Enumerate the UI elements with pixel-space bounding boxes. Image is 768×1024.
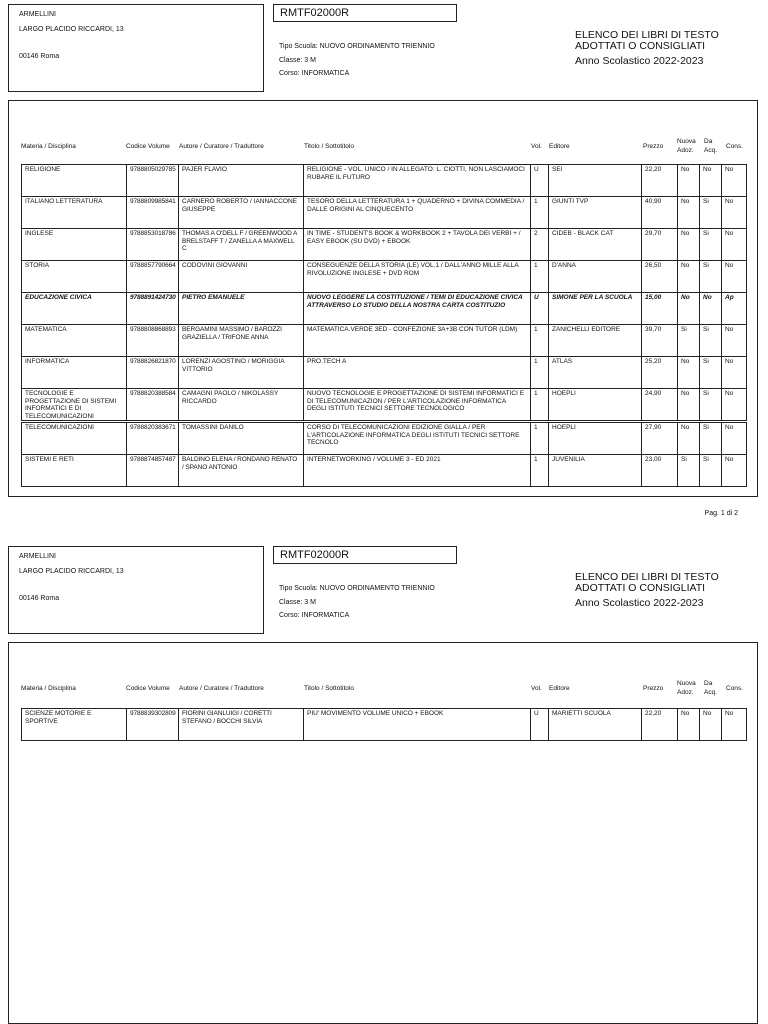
- cell-titolo: NUOVO LEGGERE LA COSTITUZIONE / TEMI DI EDUCAZIONE CIVICA ATTRAVERSO LO STUDIO DELLA NOSTRA CARTA COSTITUZIO: [303, 292, 531, 325]
- cell-cons: Ap: [721, 292, 747, 325]
- cell-codice: 9788853018786: [126, 228, 179, 261]
- cell-prezzo: 25,20: [641, 356, 678, 389]
- header-da: Da: [704, 138, 713, 145]
- cell-da: Si: [699, 324, 722, 357]
- school-city: 00146 Roma: [19, 53, 60, 60]
- cell-autore: LORENZI AGOSTINO / MORIGGIA VITTORIO: [178, 356, 304, 389]
- class-label: Classe: 3 M: [279, 57, 316, 64]
- header-adoz: Adoz.: [677, 147, 694, 154]
- cell-materia: ITALIANO LETTERATURA: [21, 196, 127, 229]
- cell-vol: 1: [530, 356, 549, 389]
- cell-cons: No: [721, 260, 747, 293]
- cell-prezzo: 24,90: [641, 388, 678, 421]
- cell-vol: 1: [530, 260, 549, 293]
- header-da: Da: [704, 680, 713, 687]
- cell-cons: No: [721, 164, 747, 197]
- cell-titolo: PRO.TECH A: [303, 356, 531, 389]
- cell-titolo: CONSEGUENZE DELLA STORIA (LE) VOL.1 / DALL'ANNO MILLE ALLA RIVOLUZIONE INGLESE + DVD ROM: [303, 260, 531, 293]
- header-materia: Materia / Disciplina: [21, 685, 76, 692]
- cell-materia: MATEMATICA: [21, 324, 127, 357]
- cell-materia: TELECOMUNICAZIONI: [21, 422, 127, 455]
- cell-autore: FIORINI GIANLUIGI / CORETTI STEFANO / BOCCHI SILVIA: [178, 708, 304, 741]
- header-titolo: Titolo / Sottotitolo: [304, 143, 354, 150]
- cell-nuova: No: [677, 164, 700, 197]
- cell-nuova: No: [677, 422, 700, 455]
- cell-da: Si: [699, 228, 722, 261]
- cell-editore: HOEPLI: [548, 388, 642, 421]
- cell-vol: U: [530, 708, 549, 741]
- cell-autore: CAMAGNI PAOLO / NIKOLASSY RICCARDO: [178, 388, 304, 421]
- school-address: LARGO PLACIDO RICCARDI, 13: [19, 568, 124, 575]
- cell-prezzo: 27,90: [641, 422, 678, 455]
- header-materia: Materia / Disciplina: [21, 143, 76, 150]
- cell-codice: 9788820388584: [126, 388, 179, 421]
- cell-editore: HOEPLI: [548, 422, 642, 455]
- cell-materia: INGLESE: [21, 228, 127, 261]
- cell-titolo: MATEMATICA.VERDE 3ED - CONFEZIONE 3A+3B CON TUTOR (LDM): [303, 324, 531, 357]
- school-info-box: [8, 546, 264, 634]
- cell-materia: RELIGIONE: [21, 164, 127, 197]
- cell-vol: U: [530, 292, 549, 325]
- school-type: Tipo Scuola: NUOVO ORDINAMENTO TRIENNIO: [279, 43, 435, 50]
- cell-cons: No: [721, 388, 747, 421]
- cell-prezzo: 29,70: [641, 228, 678, 261]
- cell-da: No: [699, 708, 722, 741]
- cell-nuova: No: [677, 196, 700, 229]
- header-editore: Editore: [549, 685, 570, 692]
- cell-autore: BERGAMINI MASSIMO / BAROZZI GRAZIELLA / TRIFONE ANNA: [178, 324, 304, 357]
- cell-vol: 1: [530, 422, 549, 455]
- cell-editore: JUVENILIA: [548, 454, 642, 487]
- cell-codice: 9788826821870: [126, 356, 179, 389]
- school-name: ARMELLINI: [19, 553, 56, 560]
- header-codice: Codice Volume: [126, 143, 170, 150]
- cell-editore: SIMONE PER LA SCUOLA: [548, 292, 642, 325]
- course-label: Corso: INFORMATICA: [279, 70, 350, 77]
- school-address: LARGO PLACIDO RICCARDI, 13: [19, 26, 124, 33]
- cell-autore: BALDINO ELENA / RONDANO RENATO / SPANO ANTONIO: [178, 454, 304, 487]
- cell-autore: PAJER FLAVIO: [178, 164, 304, 197]
- cell-cons: No: [721, 196, 747, 229]
- header-autore: Autore / Curatore / Traduttore: [179, 143, 264, 150]
- cell-nuova: Si: [677, 454, 700, 487]
- cell-da: No: [699, 164, 722, 197]
- cell-vol: 1: [530, 454, 549, 487]
- school-year: Anno Scolastico 2022-2023: [575, 55, 704, 67]
- header-editore: Editore: [549, 143, 570, 150]
- cell-autore: THOMAS A O'DELL F / GREENWOOD A BRELSTAFF T / ZANELLA A MAXWELL C: [178, 228, 304, 261]
- cell-codice: 9788857790664: [126, 260, 179, 293]
- cell-editore: GIUNTI TVP: [548, 196, 642, 229]
- cell-prezzo: 15,00: [641, 292, 678, 325]
- header-adoz: Adoz.: [677, 689, 694, 696]
- cell-da: Si: [699, 196, 722, 229]
- cell-titolo: INTERNETWORKING / VOLUME 3 - ED 2021: [303, 454, 531, 487]
- cell-da: Si: [699, 356, 722, 389]
- title-line-1: ELENCO DEI LIBRI DI TESTO: [575, 29, 719, 41]
- cell-nuova: Si: [677, 324, 700, 357]
- school-code-box: RMTF02000R: [273, 546, 457, 564]
- cell-vol: U: [530, 164, 549, 197]
- header-cons: Cons.: [726, 143, 743, 150]
- cell-prezzo: 39,70: [641, 324, 678, 357]
- header-acq: Acq.: [704, 147, 718, 154]
- cell-editore: ATLAS: [548, 356, 642, 389]
- cell-materia: SISTEMI E RETI: [21, 454, 127, 487]
- cell-autore: CODOVINI GIOVANNI: [178, 260, 304, 293]
- course-label: Corso: INFORMATICA: [279, 612, 350, 619]
- cell-nuova: No: [677, 708, 700, 741]
- cell-cons: No: [721, 228, 747, 261]
- cell-editore: D'ANNA: [548, 260, 642, 293]
- cell-materia: SCIENZE MOTORIE E SPORTIVE: [21, 708, 127, 741]
- cell-titolo: CORSO DI TELECOMUNICAZIONI EDIZIONE GIALLA / PER L'ARTICOLAZIONE INFORMATICA DEGLI ISTITUTI TECNICI SETTORE TECNOLO: [303, 422, 531, 455]
- page-number: Pag. 1 di 2: [704, 510, 738, 517]
- cell-titolo: NUOVO TECNOLOGIE E PROGETTAZIONE DI SISTEMI INFORMATICI E DI TELECOMUNICAZION / PER L'ARTICOLAZIONE INFORMATICA DEGLI ISTITUTI TECNICI SETTORE TECNOLOGICO: [303, 388, 531, 421]
- cell-materia: STORIA: [21, 260, 127, 293]
- school-year: Anno Scolastico 2022-2023: [575, 597, 704, 609]
- header-vol: Vol.: [531, 143, 542, 150]
- title-line-1: ELENCO DEI LIBRI DI TESTO: [575, 571, 719, 583]
- cell-codice: 9788809985841: [126, 196, 179, 229]
- cell-cons: No: [721, 324, 747, 357]
- cell-codice: 9788820383671: [126, 422, 179, 455]
- cell-editore: SEI: [548, 164, 642, 197]
- cell-da: Si: [699, 454, 722, 487]
- cell-materia: TECNOLOGIE E PROGETTAZIONE DI SISTEMI INFORMATICI E DI TELECOMUNICAZIONI: [21, 388, 127, 421]
- cell-prezzo: 23,00: [641, 454, 678, 487]
- cell-autore: CARNERO ROBERTO / IANNACCONE GIUSEPPE: [178, 196, 304, 229]
- cell-titolo: RELIGIONE - VOL. UNICO / IN ALLEGATO: L. CIOTTI, NON LASCIAMOCI RUBARE IL FUTURO: [303, 164, 531, 197]
- school-info-box: [8, 4, 264, 92]
- cell-titolo: PIU' MOVIMENTO VOLUME UNICO + EBOOK: [303, 708, 531, 741]
- header-nuova: Nuova: [677, 138, 696, 145]
- cell-vol: 1: [530, 388, 549, 421]
- cell-da: No: [699, 292, 722, 325]
- cell-prezzo: 22,20: [641, 708, 678, 741]
- cell-prezzo: 26,50: [641, 260, 678, 293]
- cell-vol: 2: [530, 228, 549, 261]
- header-prezzo: Prezzo: [643, 685, 664, 692]
- cell-codice: 9788874857487: [126, 454, 179, 487]
- cell-nuova: No: [677, 388, 700, 421]
- cell-nuova: No: [677, 260, 700, 293]
- cell-nuova: No: [677, 292, 700, 325]
- header-vol: Vol.: [531, 685, 542, 692]
- header-codice: Codice Volume: [126, 685, 170, 692]
- header-prezzo: Prezzo: [643, 143, 664, 150]
- cell-nuova: No: [677, 228, 700, 261]
- cell-titolo: TESORO DELLA LETTERATURA 1 + QUADERNO + DIVINA COMMEDIA / DALLE ORIGINI AL CINQUECENTO: [303, 196, 531, 229]
- title-line-2: ADOTTATI O CONSIGLIATI: [575, 40, 706, 52]
- cell-da: Si: [699, 260, 722, 293]
- cell-materia: EDUCAZIONE CIVICA: [21, 292, 127, 325]
- cell-da: Si: [699, 388, 722, 421]
- cell-codice: 9788839302809: [126, 708, 179, 741]
- school-name: ARMELLINI: [19, 11, 56, 18]
- cell-autore: PIETRO EMANUELE: [178, 292, 304, 325]
- cell-cons: No: [721, 356, 747, 389]
- document-title: [575, 572, 765, 609]
- school-code-box: RMTF02000R: [273, 4, 457, 22]
- header-acq: Acq.: [704, 689, 718, 696]
- cell-materia: INFORMATICA: [21, 356, 127, 389]
- header-autore: Autore / Curatore / Traduttore: [179, 685, 264, 692]
- school-city: 00146 Roma: [19, 595, 60, 602]
- cell-titolo: IN TIME - STUDENT'S BOOK & WORKBOOK 2 + TAVOLA DEI VERBI + / EASY EBOOK (SU DVD) + EBOOK: [303, 228, 531, 261]
- cell-vol: 1: [530, 324, 549, 357]
- cell-codice: 9788891424730: [126, 292, 179, 325]
- cell-codice: 9788808868893: [126, 324, 179, 357]
- cell-vol: 1: [530, 196, 549, 229]
- cell-nuova: No: [677, 356, 700, 389]
- books-table-frame: [8, 642, 758, 1024]
- cell-editore: MARIETTI SCUOLA: [548, 708, 642, 741]
- class-label: Classe: 3 M: [279, 599, 316, 606]
- header-titolo: Titolo / Sottotitolo: [304, 685, 354, 692]
- cell-codice: 9788805029785: [126, 164, 179, 197]
- cell-cons: No: [721, 708, 747, 741]
- cell-editore: CIDEB - BLACK CAT: [548, 228, 642, 261]
- school-type: Tipo Scuola: NUOVO ORDINAMENTO TRIENNIO: [279, 585, 435, 592]
- cell-cons: No: [721, 422, 747, 455]
- cell-editore: ZANICHELLI EDITORE: [548, 324, 642, 357]
- cell-autore: TOMASSINI DANILO: [178, 422, 304, 455]
- cell-cons: No: [721, 454, 747, 487]
- cell-prezzo: 22,20: [641, 164, 678, 197]
- cell-da: Si: [699, 422, 722, 455]
- header-nuova: Nuova: [677, 680, 696, 687]
- header-cons: Cons.: [726, 685, 743, 692]
- document-title: [575, 30, 765, 67]
- title-line-2: ADOTTATI O CONSIGLIATI: [575, 582, 706, 594]
- cell-prezzo: 40,90: [641, 196, 678, 229]
